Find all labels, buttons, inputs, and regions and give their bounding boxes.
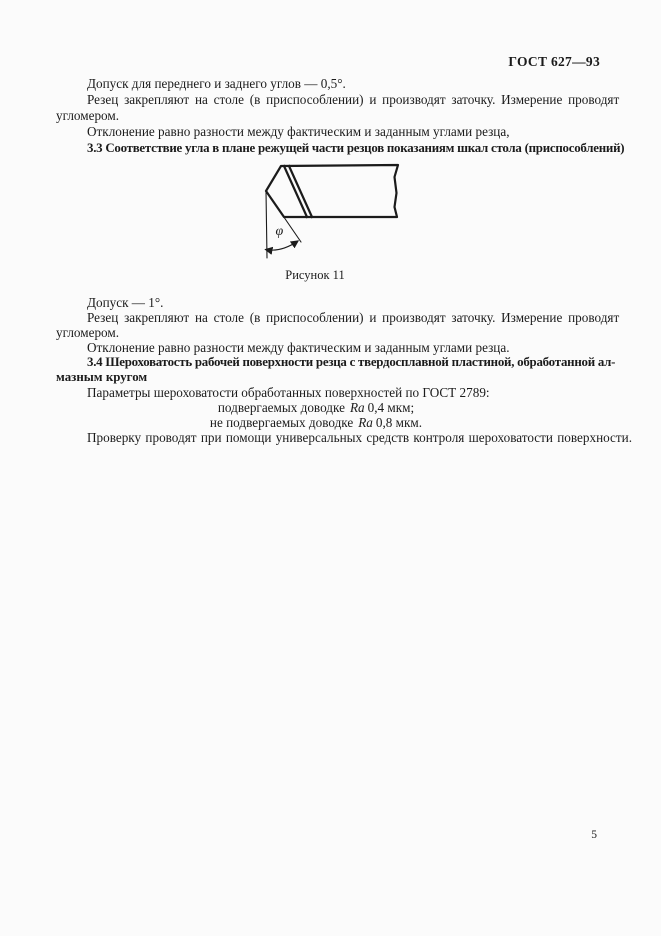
plate-edge-line-1 [284, 166, 307, 217]
angle-reference-line [266, 191, 267, 258]
plate-edge-line-2 [289, 166, 312, 217]
roughness-lapped-value: 0,4 мкм; [367, 400, 415, 415]
tolerance-line: Допуск для переднего и заднего углов — 0,5°. [87, 76, 346, 91]
deviation-line: Отклонение равно разности между фактическим и заданным углами резца. [87, 340, 510, 355]
tolerance-line: Допуск — 1°. [87, 295, 164, 310]
section-3-3-text-block [56, 295, 633, 445]
cutter-plan-view-figure [255, 155, 405, 260]
paragraph-line: Резец закрепляют на столе (в приспособлении) и производят заточку. Измерение проводят [87, 92, 620, 107]
roughness-lapped-line [44, 400, 588, 415]
intro-text-block [56, 76, 625, 156]
ra-symbol: Ra [358, 415, 373, 430]
paragraph-line: угломером. [56, 325, 120, 340]
roughness-not-lapped-value: 0,8 мкм. [375, 415, 423, 430]
roughness-params-intro: Параметры шероховатости обработанных поверхностей по ГОСТ 2789: [87, 385, 490, 400]
plan-angle-label: φ [275, 224, 284, 239]
figure-caption: Рисунок 11 [285, 268, 345, 282]
page-number: 5 [591, 829, 597, 841]
roughness-not-lapped-line [44, 415, 588, 430]
paragraph-line: Резец закрепляют на столе (в приспособлении) и производят заточку. Измерение проводят [87, 310, 620, 325]
section-3-3-heading: 3.3 Соответствие угла в плане режущей части резцов показаниям шкал стола (приспособлений) [87, 141, 625, 155]
deviation-line: Отклонение равно разности между фактическим и заданным углами резца, [87, 124, 510, 139]
angle-arc [266, 241, 299, 250]
paragraph-line: угломером. [56, 108, 120, 123]
tool-body-outline [266, 165, 398, 217]
check-line: Проверку проводят при помощи универсальных средств контроля шероховатости поверхности. [87, 430, 633, 445]
roughness-not-lapped-prefix: не подвергаемых доводке [209, 415, 354, 430]
section-3-4-heading-line2: мазным кругом [56, 370, 148, 384]
ra-symbol: Ra [349, 400, 365, 415]
roughness-lapped-prefix: подвергаемых доводке [217, 400, 345, 415]
doc-code: ГОСТ 627—93 [508, 54, 600, 69]
section-3-4-heading-line1: 3.4 Шероховатость рабочей поверхности резца с твердосплавной пластиной, обработанной ал- [87, 355, 616, 369]
